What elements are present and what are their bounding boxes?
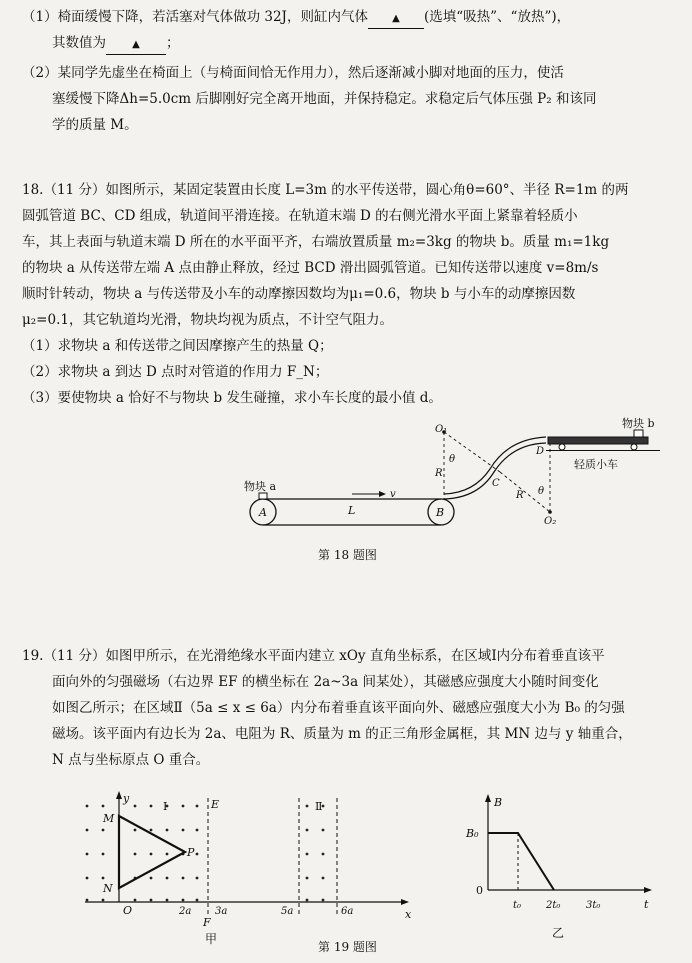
velocity-label: v	[390, 489, 396, 500]
q19-line1: 19.（11 分）如图甲所示，在光滑绝缘水平面内建立 xOy 直角坐标系，在区域Ⅰ内分布着垂直该平	[22, 648, 605, 664]
field-dot	[134, 805, 137, 808]
point-d-label: D	[536, 446, 545, 457]
field-dot	[150, 829, 153, 832]
field-dot	[306, 829, 309, 832]
b-t-curve	[488, 833, 554, 890]
block-a	[259, 493, 267, 499]
field-dot	[322, 829, 325, 832]
q19-line3: 如图乙所示；在区域Ⅱ（5a ≤ x ≤ 6a）内分布着垂直该平面向外、磁感应强度大小为 B₀ 的匀强	[52, 700, 625, 716]
field-dot	[150, 853, 153, 856]
field-dot	[150, 805, 153, 808]
field-dot	[182, 877, 185, 880]
q19-caption: 第 19 题图	[318, 940, 377, 954]
field-dot	[166, 877, 169, 880]
b-axis-label: B	[494, 796, 503, 809]
r-label-2: R	[516, 490, 524, 501]
field-dot	[86, 805, 89, 808]
tick-2a: 2a	[179, 906, 192, 917]
q18-line3: 车，其上表面与轨道末端 D 所在的水平面平齐，右端放置质量 m₂=3kg 的物块 b。质量 m₁=1kg	[22, 234, 610, 250]
cart-label: 轻质小车	[574, 458, 618, 471]
theta-label-1: θ	[449, 454, 456, 465]
o2-label: O₂	[544, 516, 557, 527]
point-c-label: C	[492, 478, 500, 489]
point-n-label: N	[103, 882, 113, 895]
light-cart	[546, 437, 660, 451]
length-label: L	[348, 504, 356, 517]
point-a-label: A	[259, 506, 267, 519]
q18-line4: 的物块 a 从传送带左端 A 点由静止释放，经过 BCD 滑出圆弧管道。已知传送带以速度 v=8m/s	[22, 260, 599, 276]
field-dot	[102, 899, 105, 902]
field-dot	[196, 805, 199, 808]
field-dot	[196, 853, 199, 856]
q18-sub3: （3）要使物块 a 恰好不与物块 b 发生碰撞，求小车长度的最小值 d。	[22, 390, 442, 406]
q19-figure-jia	[75, 788, 420, 928]
field-dot	[150, 877, 153, 880]
tick-3t0: 3t₀	[586, 900, 601, 911]
field-dot	[196, 899, 199, 902]
q19-line5: N 点与坐标原点 O 重合。	[52, 752, 210, 768]
q17-part1-value: 其数值为 ▲ ；	[52, 34, 180, 55]
q18-line2: 圆弧管道 BC、CD 组成，轨道间平滑连接。在轨道末端 D 的右侧光滑水平面上紧靠着轻质小	[22, 208, 578, 224]
origin-label: O	[123, 904, 133, 917]
block-a-label: 物块 a	[244, 480, 277, 493]
field-dot	[182, 899, 185, 902]
origin-zero-label: 0	[476, 884, 483, 897]
t-axis-label: t	[644, 898, 649, 911]
q18-sub1: （1）求物块 a 和传送带之间因摩擦产生的热量 Q；	[22, 338, 333, 354]
field-dot	[182, 805, 185, 808]
bt-axes	[488, 798, 648, 890]
field-dot	[322, 853, 325, 856]
tick-2t0: 2t₀	[546, 900, 561, 911]
field-dot	[102, 877, 105, 880]
velocity-arrow	[352, 491, 386, 497]
q18-figure	[230, 412, 670, 537]
point-b-label: B	[436, 506, 445, 519]
q18-line5: 顺时针转动，物块 a 与传送带及小车的动摩擦因数均为μ₁=0.6，物块 b 与小车的动摩擦因数	[22, 286, 576, 302]
tick-6a: 6a	[341, 906, 354, 917]
field-dot	[182, 829, 185, 832]
answer-blank-2: ▲	[106, 36, 166, 55]
point-m-label: M	[103, 812, 115, 825]
block-b-label: 物块 b	[622, 417, 655, 430]
region-boundaries	[208, 798, 337, 916]
q17-part2-line2: 塞缓慢下降Δh=5.0cm 后脚刚好完全离开地面，并保持稳定。求稳定后气体压强 P₂ 和该同	[52, 91, 597, 107]
field-dot	[134, 899, 137, 902]
field-dot	[150, 899, 153, 902]
q18-line1: 18.（11 分）如图所示，某固定装置由长度 L=3m 的水平传送带，圆心角θ=60°、半径 R=1m 的两	[22, 182, 629, 198]
boundary-f-label: F	[203, 916, 211, 928]
region-ii-label: Ⅱ	[315, 800, 323, 813]
b0-label: B₀	[466, 827, 479, 840]
field-dot	[86, 877, 89, 880]
field-dot	[134, 853, 137, 856]
boundary-e-label: E	[211, 798, 220, 811]
o1-label: O₁	[435, 424, 448, 435]
region-i-label: Ⅰ	[163, 800, 168, 813]
y-axis-label: y	[123, 792, 130, 805]
field-dot	[166, 899, 169, 902]
q19-line4: 磁场。该平面内有边长为 2a、电阻为 R、质量为 m 的正三角形金属框，其 MN 边与 y 轴重合，	[52, 726, 632, 742]
t-axis-arrow	[644, 887, 652, 893]
q17-part2-line1: （2）某同学先虚坐在椅面上（与椅面间恰无作用力），然后逐渐减小脚对地面的压力，使活	[22, 65, 564, 81]
r-label-1: R	[435, 468, 443, 479]
point-p-label: P	[187, 846, 195, 859]
q18-caption: 第 18 题图	[318, 548, 377, 562]
answer-blank-1: ▲	[368, 10, 424, 29]
field-dot	[306, 877, 309, 880]
field-dot	[196, 829, 199, 832]
field-dot	[86, 829, 89, 832]
field-dot	[196, 877, 199, 880]
q18-line6: μ₂=0.1，其它轨道均光滑，物块均视为质点，不计空气阻力。	[22, 312, 393, 328]
x-axis-arrow	[401, 899, 409, 905]
field-dot	[306, 805, 309, 808]
field-dot	[322, 877, 325, 880]
fig-jia-label: 甲	[205, 932, 218, 946]
field-dot	[166, 853, 169, 856]
b-axis-arrow	[485, 794, 491, 802]
q18-sub2: （2）求物块 a 到达 D 点时对管道的作用力 F_N；	[22, 364, 329, 380]
field-dot	[166, 829, 169, 832]
field-dot	[102, 805, 105, 808]
field-dot	[86, 853, 89, 856]
center-o2	[548, 510, 552, 514]
field-dot	[134, 829, 137, 832]
field-dot	[306, 899, 309, 902]
y-axis-arrow	[116, 791, 122, 799]
tick-t0: t₀	[513, 900, 522, 911]
fig-yi-label: 乙	[552, 926, 565, 940]
q17-part2-line3: 学的质量 M。	[52, 117, 138, 133]
block-b	[634, 430, 643, 437]
theta-label-2: θ	[538, 486, 545, 497]
tick-5a: 5a	[281, 906, 294, 917]
tick-3a: 3a	[215, 906, 228, 917]
x-axis-label: x	[405, 908, 412, 921]
field-dot	[86, 899, 89, 902]
field-dot	[322, 899, 325, 902]
coordinate-axes	[85, 794, 405, 902]
q17-part1: （1）椅面缓慢下降，若活塞对气体做功 32J，则缸内气体 ▲ (选填“吸热”、“放热”)，	[22, 8, 570, 29]
field-dot	[306, 853, 309, 856]
q19-line2: 面向外的匀强磁场（右边界 EF 的横坐标在 2a~3a 间某处），其磁感应强度大小随时间变化	[52, 674, 599, 690]
field-dot	[102, 829, 105, 832]
q19-figure-yi	[458, 790, 658, 920]
field-dot	[102, 853, 105, 856]
